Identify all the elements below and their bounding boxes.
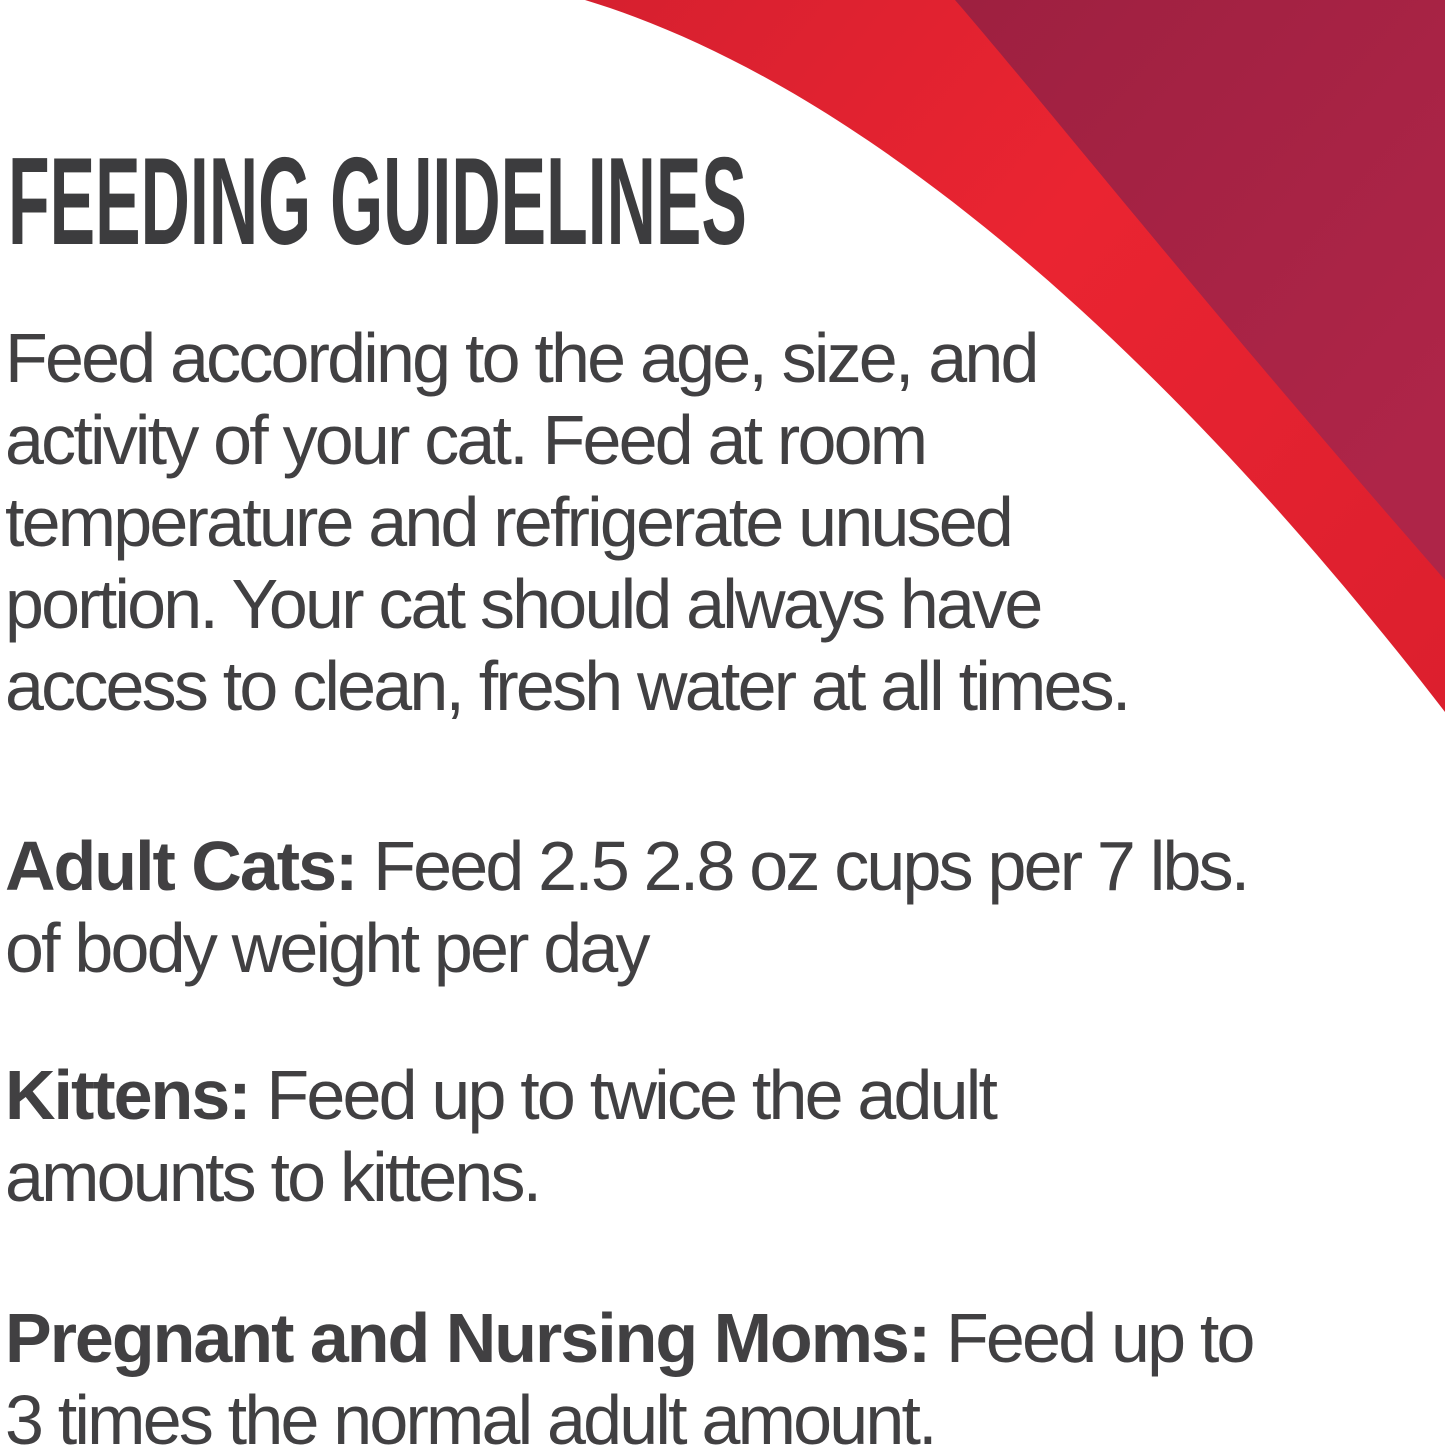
text-line: amounts to kittens. [5, 1138, 540, 1216]
text-line [5, 1054, 995, 1136]
text-line: 3 times the normal adult amount. [5, 1381, 935, 1454]
kittens-label: Kittens: [5, 1056, 250, 1134]
intro-paragraph [5, 317, 1128, 727]
adult-cats-text: Feed 2.5 2.8 oz cups per 7 lbs. [373, 827, 1248, 905]
text-line: portion. Your cat should always have [5, 565, 1041, 643]
text-line [5, 1297, 1253, 1379]
text-line: access to clean, fresh water at all times. [5, 647, 1129, 725]
pregnant-nursing-label: Pregnant and Nursing Moms: [5, 1299, 930, 1377]
text-line: activity of your cat. Feed at room [5, 401, 926, 479]
adult-cats-label: Adult Cats: [5, 827, 357, 905]
text-line: Feed according to the age, size, and [5, 319, 1037, 397]
pregnant-nursing-text: Feed up to [945, 1299, 1253, 1377]
kittens-section [5, 1054, 995, 1218]
text-line [5, 825, 1247, 907]
text-line: of body weight per day [5, 909, 648, 987]
text-line: temperature and refrigerate unused [5, 483, 1012, 561]
adult-cats-section [5, 825, 1247, 989]
pregnant-nursing-section [5, 1297, 1253, 1454]
kittens-text: Feed up to twice the adult [266, 1056, 996, 1134]
page-title: FEEDING GUIDELINES [8, 133, 747, 271]
